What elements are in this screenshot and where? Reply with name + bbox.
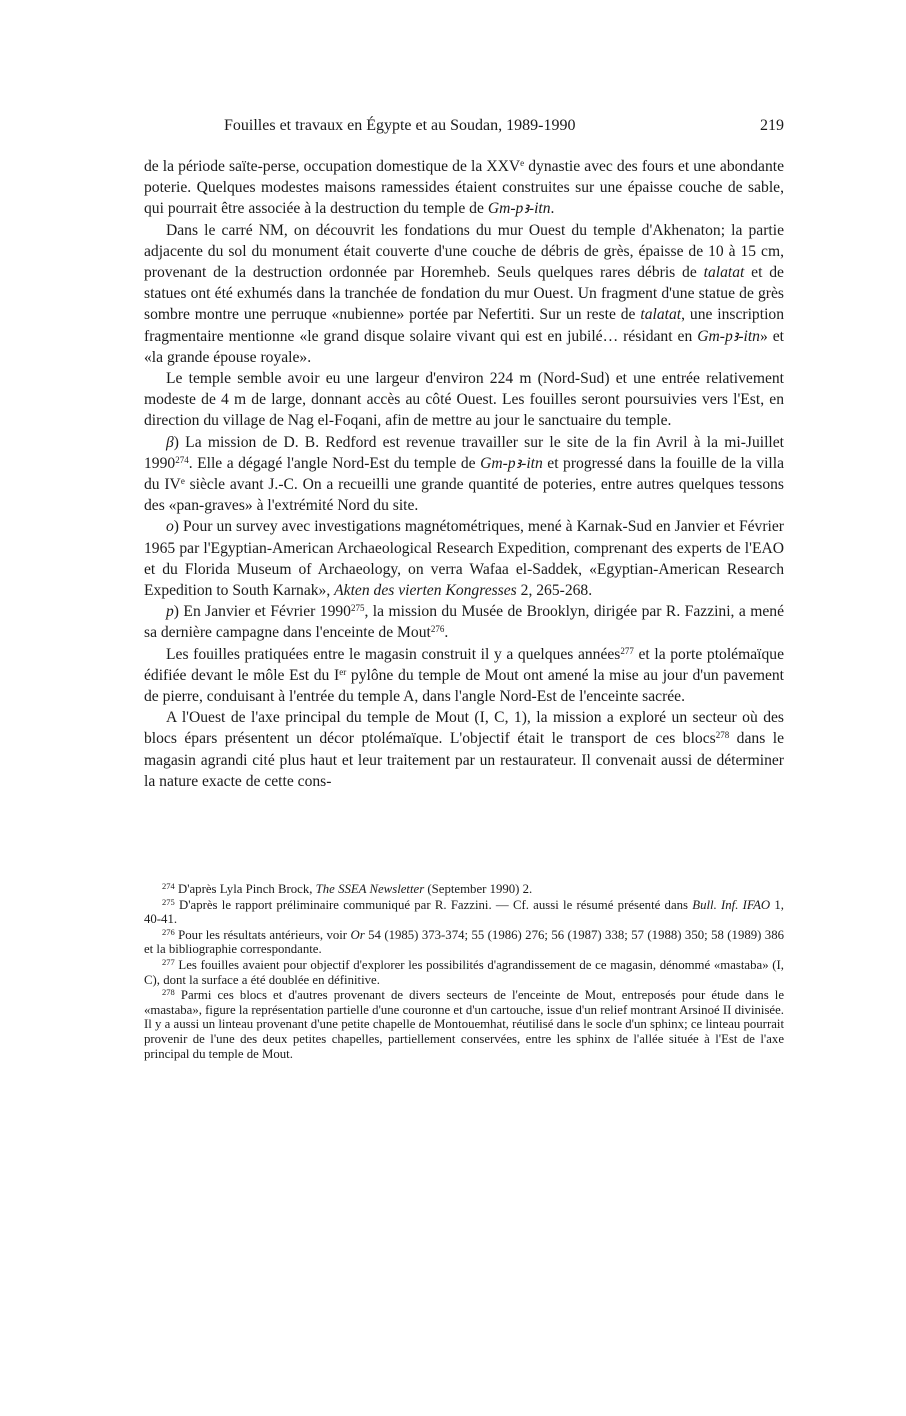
footnote: $^{275}$ D'après le rapport préliminaire communiqué par R. Fazzini. — Cf. aussi le résumé présenté dans Bull. Inf. IFAO 1, 40-41. — [144, 896, 784, 927]
footnote: $^{277}$ Les fouilles avaient pour objectif d'explorer les possibilités d'agrandissement de ce magasin, dénommé «mastaba» (I, C), dont la surface a été doublée en définitive. — [144, 957, 784, 987]
paragraph: β) La mission de D. B. Redford est revenue travailler sur le site de la fin Avril à la mi-Juillet 1990$^{274}$. Elle a dégagé l'angle Nord-Est du temple de Gm-pꜣ-itn et progressé dans la fouille de la villa du IVe siècle avant J.-C. On a recueilli une grande quantité de poteries, entre autres quelques tessons des «pan-graves» à l'extrémité Nord du site. — [144, 433, 784, 515]
running-head — [144, 112, 784, 140]
footnote: $^{276}$ Pour les résultats antérieurs, voir Or 54 (1985) 373-374; 55 (1986) 276; 56 (1987) 338; 57 (1988) 350; 58 (1989) 386 et la bibliographie correspondante. — [144, 926, 784, 957]
paragraph: Les fouilles pratiquées entre le magasin construit il y a quelques années$^{277}$ et la porte ptolémaïque édifiée devant le môle Est du Ier pylône du temple de Mout ont amené la mise au jour d'un pavement de pierre, conduisant à l'entrée du temple A, dans l'angle Nord-Est de l'enceinte sacrée. — [144, 645, 784, 706]
document-page — [144, 112, 784, 1062]
running-title: Fouilles et travaux en Égypte et au Soudan, 1989-1990 — [224, 117, 576, 134]
body-text — [144, 156, 784, 792]
footnote: $^{278}$ Parmi ces blocs et d'autres provenant de divers secteurs de l'enceinte de Mout, entreposés pour étude dans le «mastaba», figure la représentation partielle d'une couronne et d'un cartouche, issue d'un relief montrant Arsinoé II divinisée. Il y a aussi un linteau provenant d'une petite chapelle de Montouemhat, réutilisé dans le socle d'un sphinx; ce linteau pourrait provenir de l'une des deux petites chapelles, partiellement conservées, entre les sphinx de l'allée située à l'Est de l'axe principal du temple de Mout. — [144, 987, 784, 1061]
paragraph: o) Pour un survey avec investigations magnétométriques, mené à Karnak-Sud en Janvier et Février 1965 par l'Egyptian-American Archaeological Research Expedition, comprenant des experts de l'EAO et du Florida Museum of Archaeology, on verra Wafaa el-Saddek, «Egyptian-American Research Expedition to South Karnak», Akten des vierten Kongresses 2, 265-268. — [144, 518, 784, 600]
footnote-ref: 278 — [715, 730, 730, 741]
page-number: 219 — [760, 117, 784, 134]
paragraph: p) En Janvier et Février 1990$^{275}$, la mission du Musée de Brooklyn, dirigée par R. Fazzini, a mené sa dernière campagne dans l'enceinte de Mout$^{276}$. — [144, 603, 784, 642]
footnote: $^{274}$ D'après Lyla Pinch Brock, The SSEA Newsletter (September 1990) 2. — [162, 881, 533, 897]
paragraph: de la période saïte-perse, occupation domestique de la XXVe dynastie avec des fours et une abondante poterie. Quelques modestes maisons ramessides étaient construites sur une épaisse couche de sable, qui pourrait être associée à la destruction du temple de Gm-pꜣ-itn. — [144, 158, 784, 218]
footnote-ref: 276 — [430, 624, 445, 635]
footnote-ref: 274 — [175, 454, 189, 465]
paragraph: Dans le carré NM, on découvrit les fondations du mur Ouest du temple d'Akhenaton; la partie adjacente du sol du monument était couverte d'une couche de débris de grès, épaisse de 10 à 15 cm, provenant de la destruction ordonnée par Horemheb. Seuls quelques rares débris de talatat et de statues ont été exhumés dans la tranchée de fondation du mur Ouest. Un fragment d'une statue de grès sombre montre une perruque «nubienne» portée par Nefertiti. Sur un reste de talatat, une inscription fragmentaire mentionne «le grand disque solaire vivant qui est en jubilé… résidant en Gm-pꜣ-itn» et «la grande épouse royale». — [144, 221, 785, 366]
paragraph: Le temple semble avoir eu une largeur d'environ 224 m (Nord-Sud) et une entrée relativement modeste de 4 m de large, donnant accès au côté Ouest. Les fouilles seront poursuivies vers l'Est, en direction du village de Nag el-Foqani, afin de mettre au jour le sanctuaire du temple. — [144, 370, 784, 430]
footnote-ref: 275 — [350, 603, 365, 614]
footnote-ref: 277 — [620, 645, 634, 656]
paragraph: A l'Ouest de l'axe principal du temple de Mout (I, C, 1), la mission a exploré un secteur où des blocs épars présentent un décor ptolémaïque. L'objectif était le transport de ces blocs$^{278}$ dans le magasin agrandi cité plus haut et leur traitement par un restaurateur. Il convenait aussi de déterminer la nature exacte de cette cons- — [144, 709, 784, 790]
footnotes — [144, 882, 784, 1061]
